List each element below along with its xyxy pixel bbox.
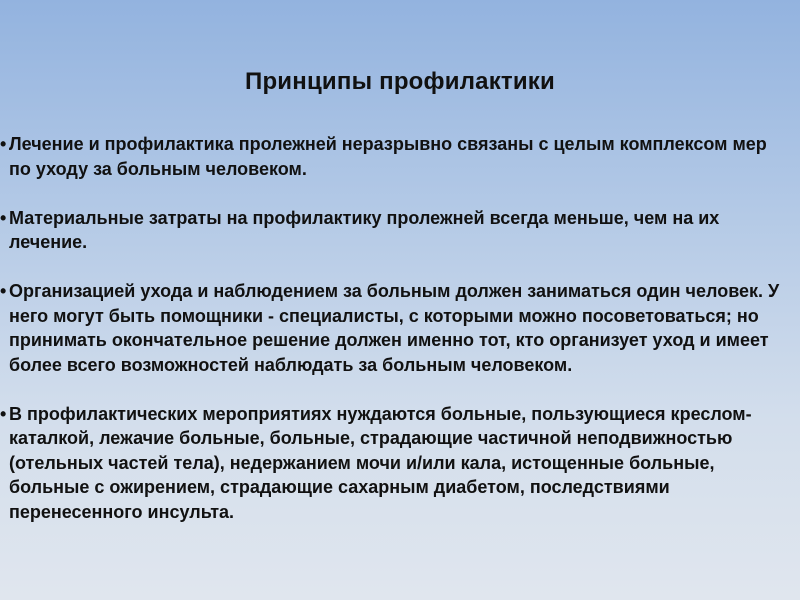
bullet-item-treatment (0, 132, 790, 181)
slide-title: Принципы профилактики (245, 68, 555, 95)
bullet-text: Лечение и профилактика пролежней неразрывно связаны с целым комплексом мер по уходу за больным человеком. (9, 134, 767, 179)
bullet-marker: • (0, 281, 7, 301)
bullet-item-costs (0, 206, 790, 255)
bullet-marker: • (0, 134, 7, 154)
bullet-text: Организацией ухода и наблюдением за больным должен заниматься один человек. У него могут быть помощники - специалисты, с которыми можно посоветоваться; но принимать окончательное решение должен именно тот, кто организует уход и имеет более всего возможностей наблюдать за больным человеком. (9, 281, 780, 375)
bullet-text: В профилактических мероприятиях нуждаются больные, пользующиеся креслом-каталкой, лежачие больные, больные, страдающие частичной неподвижностью (отельных частей тела), недержанием мочи и/или кала, истощенные больные, больные с ожирением, страдающие сахарным диабетом, последствиями перенесенного инсульта. (9, 403, 752, 522)
bullet-marker: • (0, 403, 7, 424)
bullet-text: Материальные затраты на профилактику пролежней всегда меньше, чем на их лечение. (9, 207, 720, 252)
bullet-item-care-organization (0, 279, 790, 377)
bullet-list (0, 132, 790, 549)
bullet-item-risk-groups (0, 402, 790, 525)
bullet-marker: • (0, 207, 7, 228)
